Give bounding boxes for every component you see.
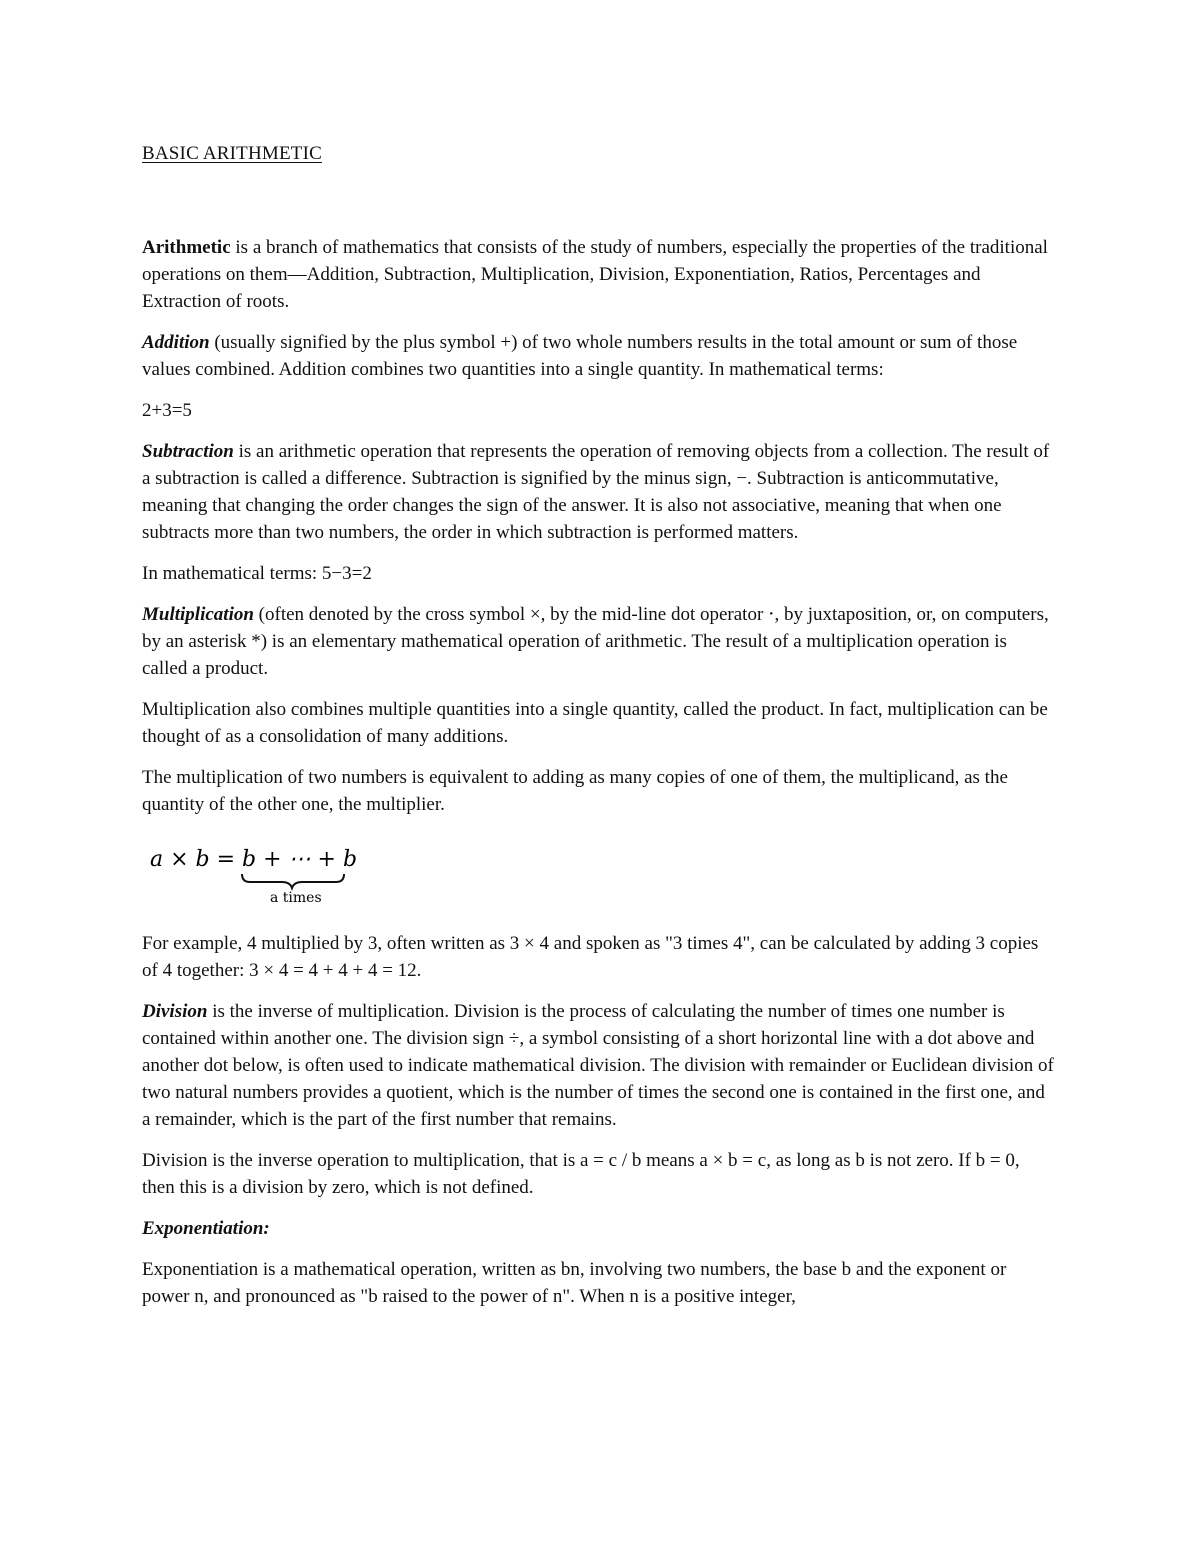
division-term: Division — [142, 1001, 208, 1022]
subtraction-example: In mathematical terms: 5−3=2 — [142, 563, 372, 584]
subtraction-term: Subtraction — [142, 441, 234, 462]
exponentiation-heading — [142, 1215, 1057, 1242]
multiplication-paragraph-2: Multiplication also combines multiple quantities into a single quantity, called the product. In fact, multiplication can be thought of as a consolidation of many additions. — [142, 699, 1048, 747]
document-page — [142, 140, 1057, 1324]
exponentiation-term: Exponentiation: — [142, 1218, 270, 1239]
multiplication-example-paragraph: For example, 4 multiplied by 3, often written as 3 × 4 and spoken as "3 times 4", can be calculated by adding 3 copies of 4 together: 3 × 4 = 4 + 4 + 4 = 12. — [142, 933, 1039, 981]
exponentiation-paragraph: Exponentiation is a mathematical operation, written as bn, involving two numbers, the base b and the exponent or power n, and pronounced as "b raised to the power of n". When n is a positive integer, — [142, 1259, 1007, 1307]
document-title: BASIC ARITHMETIC — [142, 143, 323, 164]
multiplication-term: Multiplication — [142, 604, 254, 625]
subtraction-text: is an arithmetic operation that represents the operation of removing objects from a collection. The result of a subtraction is called a difference. Subtraction is signified by the minus sign, −. Subtraction is anticommutative, meaning that changing the order changes the sign of the answer. It is also not associative, meaning that when one subtracts more than two numbers, the order in which subtraction is performed matters. — [142, 441, 1050, 543]
subtraction-paragraph — [142, 438, 1057, 546]
underbrace-icon — [242, 874, 344, 888]
arithmetic-term: Arithmetic — [142, 237, 231, 258]
addition-term: Addition — [142, 332, 210, 353]
arithmetic-text: is a branch of mathematics that consists of the study of numbers, especially the properties of the traditional operations on them—Addition, Subtraction, Multiplication, Division, Exponentiation, Ratios, Percentages and Extraction of roots. — [142, 237, 1048, 312]
formula-expression: a × b = b + ⋯ + b — [150, 847, 358, 872]
formula-svg — [150, 834, 410, 904]
multiplication-paragraph-3: The multiplication of two numbers is equivalent to adding as many copies of one of them, the multiplicand, as the quantity of the other one, the multiplier. — [142, 767, 1008, 815]
division-paragraph — [142, 998, 1057, 1133]
arithmetic-paragraph — [142, 234, 1057, 315]
multiplication-text: (often denoted by the cross symbol ×, by the mid-line dot operator ⋅, by juxtaposition, or, on computers, by an asterisk *) is an elementary mathematical operation of arithmetic. The result of a multiplication operation is called a product. — [142, 604, 1049, 679]
division-text: is the inverse of multiplication. Division is the process of calculating the number of times one number is contained within another one. The division sign ÷, a symbol consisting of a short horizontal line with a dot above and another dot below, is often used to indicate mathematical division. The division with remainder or Euclidean division of two natural numbers provides a quotient, which is the number of times the second one is contained in the first one, and a remainder, which is the part of the first number that remains. — [142, 1001, 1054, 1130]
addition-example: 2+3=5 — [142, 400, 192, 421]
division-paragraph-2: Division is the inverse operation to multiplication, that is a = c / b means a × b = c, as long as b is not zero. If b = 0, then this is a division by zero, which is not defined. — [142, 1150, 1020, 1198]
multiplication-formula — [150, 834, 1057, 904]
addition-text: (usually signified by the plus symbol +) of two whole numbers results in the total amount or sum of those values combined. Addition combines two quantities into a single quantity. In mathematical terms: — [142, 332, 1018, 380]
addition-paragraph — [142, 329, 1057, 383]
multiplication-paragraph — [142, 601, 1057, 682]
formula-label: a times — [270, 890, 322, 904]
